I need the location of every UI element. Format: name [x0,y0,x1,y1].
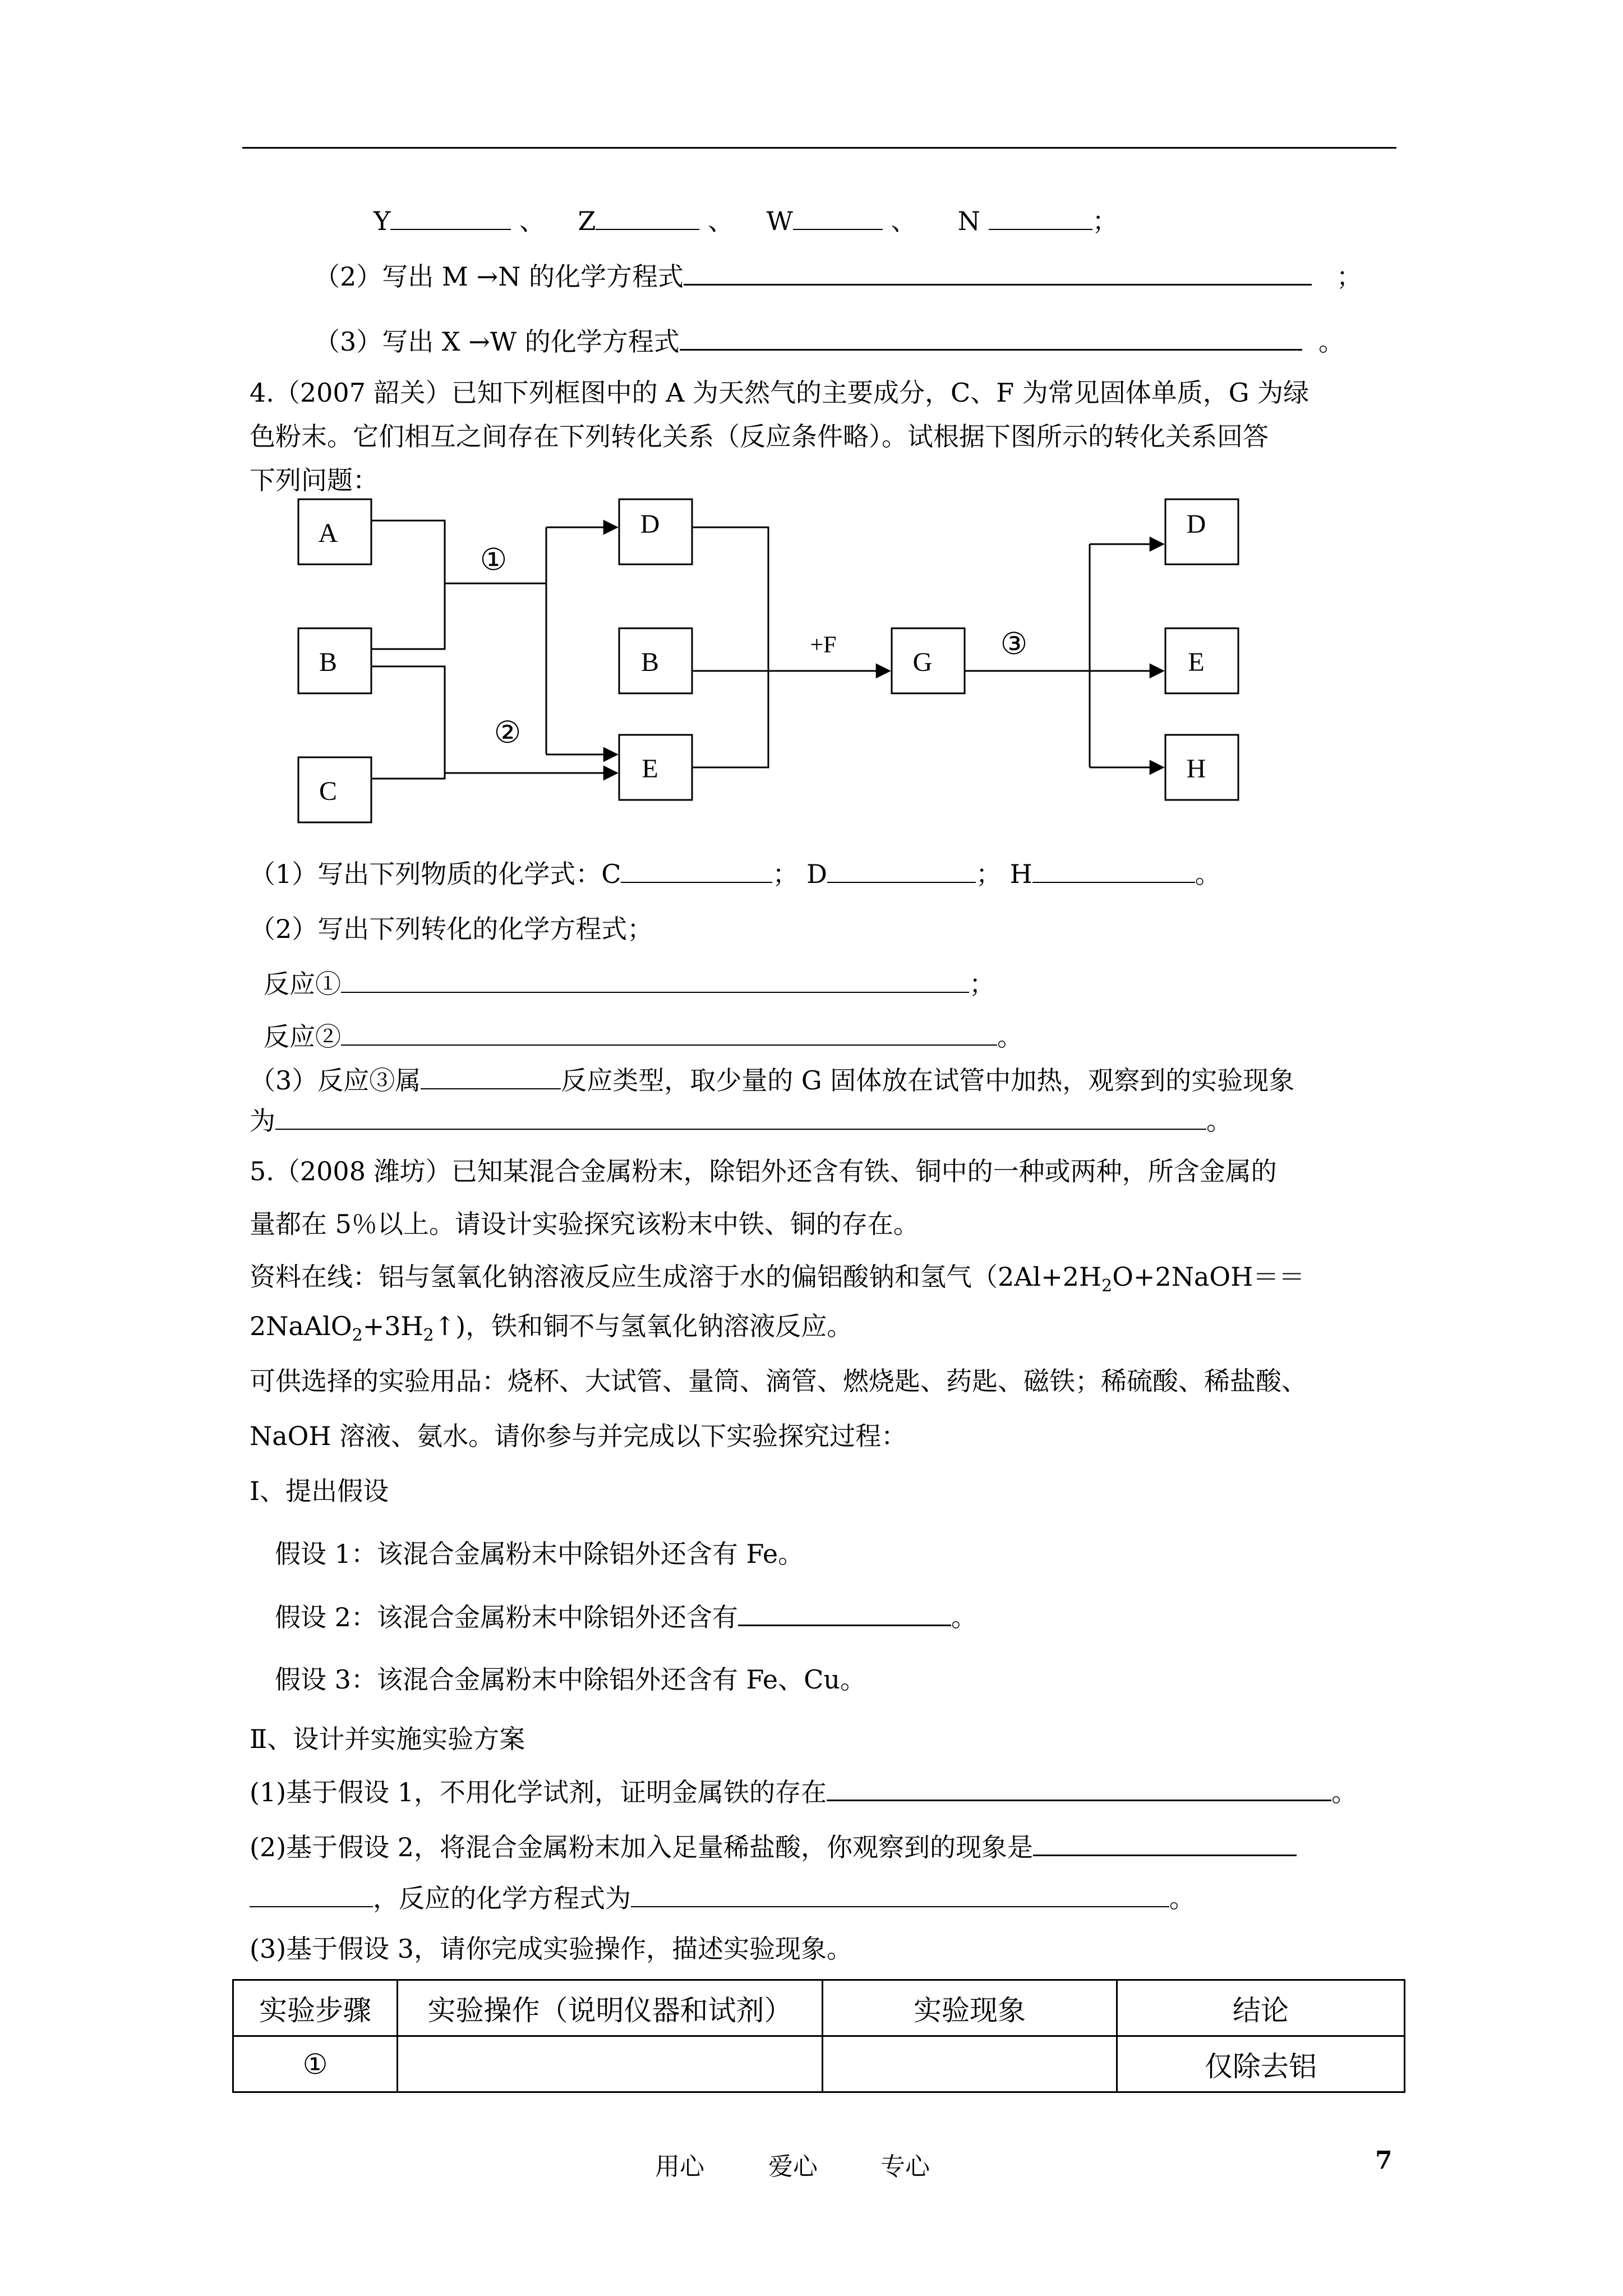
box-d-right-label: D [1186,509,1206,539]
table-header-cell: 实验现象 [823,1980,1117,2036]
table-cell [398,2036,823,2092]
footer-motto-2: 爱心 [768,2152,818,2181]
design-1: (1)基于假设 1，不用化学试剂，证明金属铁的存在 。 [250,1775,1357,1809]
header-rule [242,147,1396,149]
q5-supplies-line2: NaOH 溶液、氨水。请你参与并完成以下实验探究过程： [250,1421,907,1451]
section-2-heading: Ⅱ、设计并实施实验方案 [250,1724,525,1754]
footer-motto-3: 专心 [880,2152,930,2181]
q4-reaction1: 反应① ； [264,967,995,1001]
hypothesis-1: 假设 1：该混合金属粉末中除铝外还含有 Fe。 [275,1539,804,1569]
q3-part3: （3）写出 X →W 的化学方程式 。 [314,324,1344,358]
box-b-mid-label: B [640,647,660,677]
q3-blanks-line: Y 、 Z 、 W 、 N ； [374,204,1118,238]
q5-reference-line1: 资料在线：铝与氢氧化钠溶液反应生成溶于水的偏铝酸钠和氢气（$2Al+2H_2O+2NaOH==$ [250,1262,1305,1296]
q4-intro-line2: 色粉末。它们相互之间存在下列转化关系（反应条件略）。试根据下图所示的转化关系回答 [250,421,1269,452]
plus-f-label: +F [810,632,837,658]
table-header-row [233,1980,1405,2036]
q4-part3: （3）反应③属 反应类型，取少量的 G 固体放在试管中加热，观察到的实验现象 [250,1064,1294,1097]
box-c-label: C [319,776,338,806]
table-cell: 仅除去铝 [1117,2036,1405,2092]
table-cell [823,2036,1117,2092]
q4-flow-diagram [280,488,1267,830]
hypothesis-2: 假设 2：该混合金属粉末中除铝外还含有 。 [275,1600,977,1634]
page-number: 7 [1375,2146,1393,2175]
section-1-heading: Ⅰ、提出假设 [250,1476,389,1506]
experiment-table [232,1979,1405,2093]
q4-part2: （2）写出下列转化的化学方程式； [250,914,653,944]
q4-intro-line1: 4.（2007 韶关）已知下列框图中的 A 为天然气的主要成分，C、F 为常见固体单质，G 为绿 [250,378,1310,408]
q3-part2: （2）写出 M →N 的化学方程式 ； [314,259,1362,293]
design-2-cont: ，反应的化学方程式为 。 [250,1881,1195,1915]
box-e-right-label: E [1188,647,1205,677]
design-2: (2)基于假设 2，将混合金属粉末加入足量稀盐酸，你观察到的现象是 [250,1830,1297,1864]
box-g-label: G [912,647,933,677]
q5-intro-line2: 量都在 5％以上。请设计实验探究该粉末中铁、铜的存在。 [250,1209,919,1239]
q4-part3-cont: 为 。 [250,1104,1232,1138]
box-a-label: A [318,518,338,548]
footer-motto-1: 用心 [655,2152,704,2181]
table-row [233,2036,1405,2092]
box-d-mid-label: D [640,509,660,539]
reaction-2-label: ② [494,716,522,749]
table-cell: ① [233,2036,398,2092]
table-header-cell: 实验步骤 [233,1980,398,2036]
design-3: (3)基于假设 3，请你完成实验操作，描述实验现象。 [250,1934,853,1964]
q4-reaction2: 反应② 。 [264,1020,1023,1053]
reaction-3-label: ③ [1000,627,1028,661]
table-header-cell: 结论 [1117,1980,1405,2036]
table-header-cell: 实验操作（说明仪器和试剂） [398,1980,823,2036]
box-b-left-label: B [319,647,338,677]
box-e-mid-label: E [642,754,658,784]
q5-supplies-line1: 可供选择的实验用品：烧杯、大试管、量筒、滴管、燃烧匙、药匙、磁铁；稀硫酸、稀盐酸、 [250,1366,1307,1396]
q5-reference-line2: $2NaAlO_2+3H_2↑$)，铁和铜不与氢氧化钠溶液反应。 [250,1311,853,1345]
reaction-1-label: ① [479,543,508,577]
box-h-label: H [1186,754,1206,784]
hypothesis-3: 假设 3：该混合金属粉末中除铝外还含有 Fe、Cu。 [275,1664,866,1695]
q4-intro-line3: 下列问题： [250,465,379,495]
q4-part1: （1）写出下列物质的化学式：C ； D ； H 。 [250,857,1221,891]
q5-intro-line1: 5.（2008 潍坊）已知某混合金属粉末，除铝外还含有铁、铜中的一种或两种，所含金属的 [250,1156,1277,1186]
